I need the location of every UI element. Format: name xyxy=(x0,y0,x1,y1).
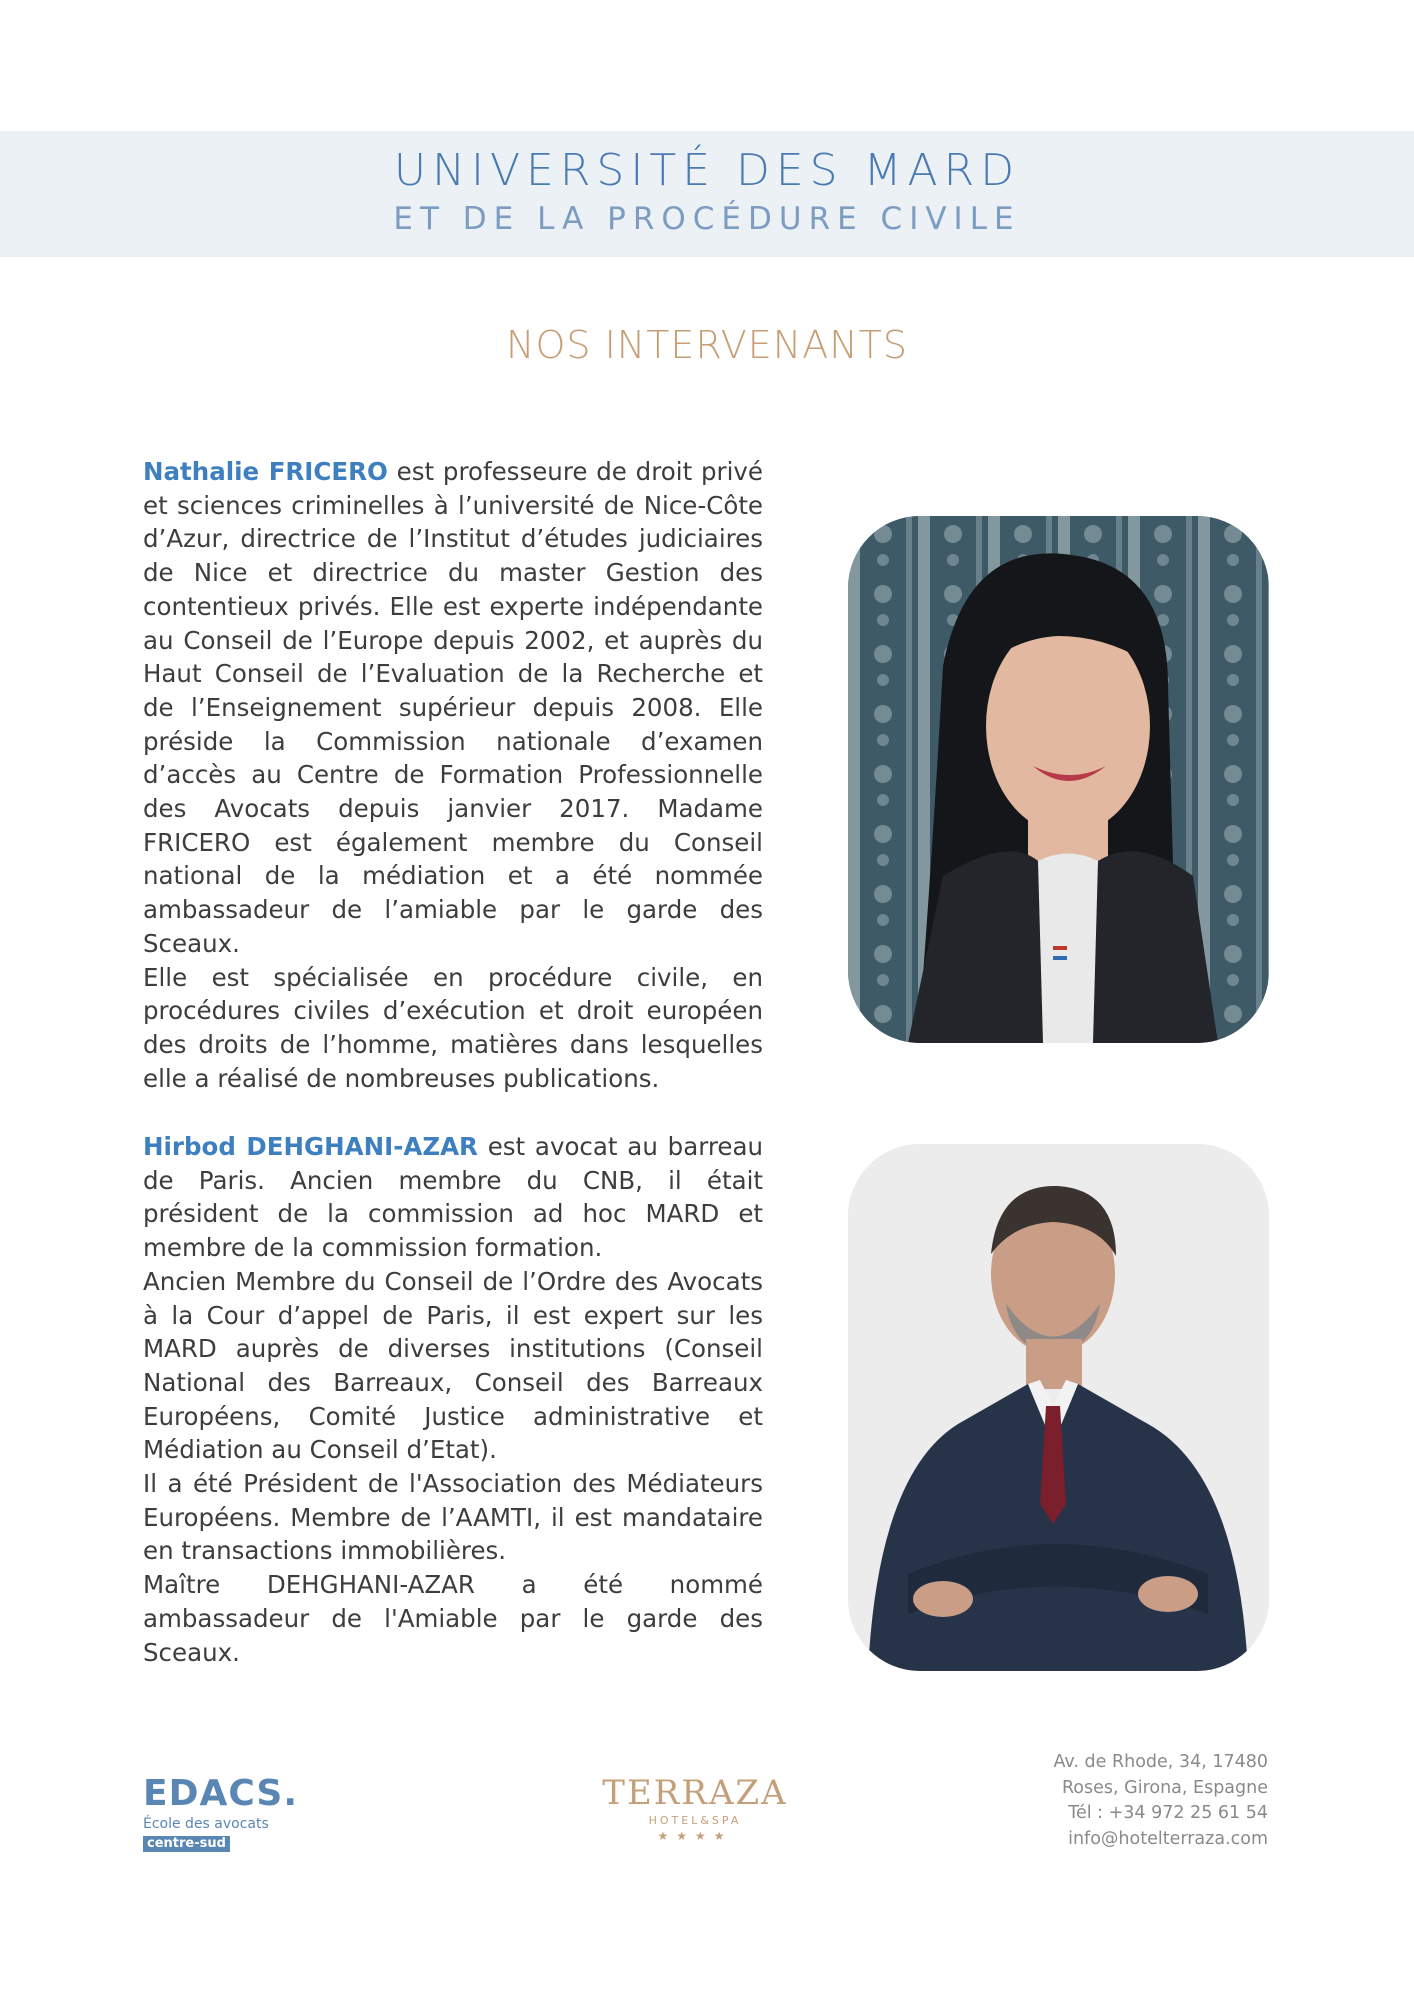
speaker-name: Hirbod DEHGHANI-AZAR xyxy=(143,1132,478,1161)
bio-paragraph: Il a été Président de l'Association des Médiateurs Européens. Membre de l’AAMTI, il est mandataire en transactions immobilières. xyxy=(143,1469,763,1566)
header-subtitle: ET DE LA PROCÉDURE CIVILE xyxy=(393,201,1021,237)
address-line: Av. de Rhode, 34, 17480 xyxy=(1053,1752,1268,1772)
section-title: NOS INTERVENANTS xyxy=(506,323,908,367)
phone-number: Tél : +34 972 25 61 54 xyxy=(1068,1803,1268,1823)
edacs-tag: centre-sud xyxy=(143,1836,230,1852)
bio-paragraph: Ancien Membre du Conseil de l’Ordre des Avocats à la Cour d’appel de Paris, il est expert sur les MARD auprès de diverses institutions (Conseil National des Barreaux, Conseil des Barreaux Européens, Comité Justice administrative et Médiation au Conseil d’Etat). xyxy=(143,1266,763,1465)
speaker-photo-dehghani-azar xyxy=(848,1144,1269,1671)
speaker-photo-fricero xyxy=(848,516,1269,1043)
bio-paragraph: Nathalie FRICERO est professeure de droit privé et sciences criminelles à l’université de Nice-Côte d’Azur, directrice de l’Institut d’études judiciaires de Nice et directrice du master Gestion des contentieux privés. Elle est experte indépendante au Conseil de l’Europe depuis 2002, et auprès du Haut Conseil de l’Evaluation de la Recherche et de l’Enseignement supérieur depuis 2008. Elle préside la Commission nationale d’examen d’accès au Centre de Formation Professionnelle des Avocats depuis janvier 2017. Madame FRICERO est également membre du Conseil national de la médiation et a été nommée ambassadeur de l’amiable par le garde des Sceaux. xyxy=(143,457,763,958)
terraza-stars: ★★★★ xyxy=(657,1829,733,1843)
header-title: UNIVERSITÉ DES MARD xyxy=(393,145,1021,196)
speaker-bio-dehghani-azar xyxy=(143,1130,763,1669)
bio-paragraph: Elle est spécialisée en procédure civile, en procédures civiles d’exécution et droit européen des droits de l’homme, matières dans lesquelles elle a réalisé de nombreuses publications. xyxy=(143,962,763,1093)
bio-paragraph: Hirbod DEHGHANI-AZAR est avocat au barreau de Paris. Ancien membre du CNB, il était président de la commission ad hoc MARD et membre de la commission formation. xyxy=(143,1132,763,1263)
hotel-address xyxy=(1053,1750,1268,1852)
bio-paragraph: Maître DEHGHANI-AZAR a été nommé ambassadeur de l'Amiable par le garde des Sceaux. xyxy=(143,1570,763,1667)
speaker-bio-fricero xyxy=(143,455,763,1095)
edacs-logo xyxy=(143,1773,299,1852)
terraza-wordmark: TERRAZA xyxy=(602,1773,788,1813)
speaker-name: Nathalie FRICERO xyxy=(143,457,388,486)
header-banner xyxy=(0,131,1414,257)
edacs-wordmark: EDACS. xyxy=(143,1773,299,1814)
address-line: Roses, Girona, Espagne xyxy=(1061,1777,1268,1798)
edacs-subtitle: École des avocats xyxy=(143,1816,269,1832)
terraza-logo xyxy=(598,1774,792,1843)
terraza-subtitle: HOTEL&SPA xyxy=(648,1814,742,1827)
email-address: info@hotelterraza.com xyxy=(1068,1828,1268,1849)
